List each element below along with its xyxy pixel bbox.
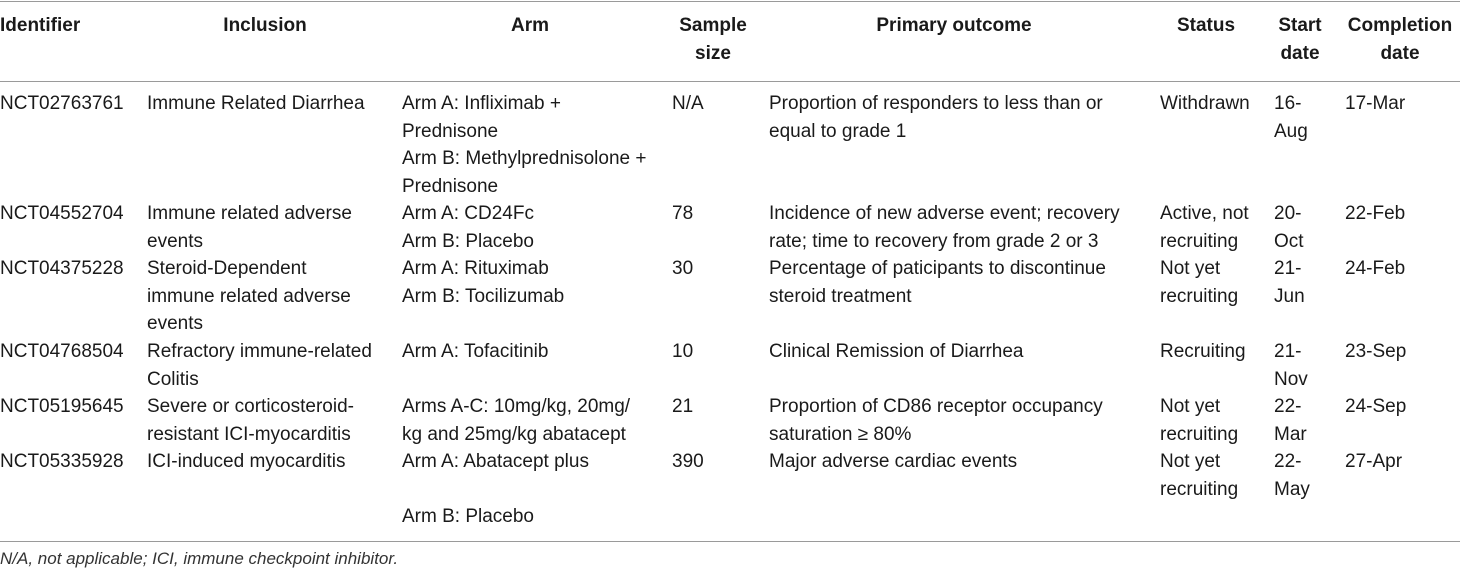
cell-inclusion	[147, 448, 346, 476]
table-top-rule	[0, 1, 1460, 2]
cell-status	[1160, 90, 1250, 118]
cell-completion: 22-Feb	[1345, 203, 1406, 224]
cell-line: Arm B: Placebo	[402, 506, 534, 527]
cell-identifier: NCT05335928	[0, 451, 124, 472]
cell-line: 21-	[1274, 258, 1302, 279]
cell-start	[1274, 393, 1307, 448]
cell-identifier: NCT04552704	[0, 203, 124, 224]
cell-line: Arms A-C: 10mg/kg, 20mg/	[402, 396, 631, 417]
cell-line: Recruiting	[1160, 341, 1246, 362]
cell-inclusion	[147, 338, 372, 393]
cell-line: Arm B: Methylprednisolone +	[402, 148, 647, 169]
cell-line: resistant ICI-myocarditis	[147, 423, 351, 445]
cell-arm	[402, 255, 564, 310]
cell-start	[1274, 255, 1305, 310]
cell-sample-size: 21	[672, 396, 694, 417]
cell-line: events	[147, 230, 203, 252]
cell-line: Prednisone	[402, 120, 499, 142]
cell-completion: 24-Feb	[1345, 258, 1406, 279]
cell-line: recruiting	[1160, 230, 1239, 252]
cell-line: Incidence of new adverse event; recovery	[769, 203, 1120, 224]
cell-line: Arm A: Abatacept plus	[402, 451, 589, 472]
cell-line: steroid treatment	[769, 285, 912, 307]
cell-outcome	[769, 90, 1103, 145]
cell-outcome	[769, 338, 1023, 366]
cell-line: Arm B: Tocilizumab	[402, 285, 565, 307]
cell-line: Proportion of responders to less than or	[769, 93, 1103, 114]
header-rule	[0, 81, 1460, 82]
cell-status	[1160, 393, 1238, 448]
cell-line: Not yet	[1160, 451, 1221, 472]
cell-identifier: NCT02763761	[0, 93, 124, 114]
cell-line: Prednisone	[402, 175, 499, 197]
cell-line: ICI-induced myocarditis	[147, 451, 346, 472]
header-completion-date: Completion date	[1347, 15, 1453, 64]
header-inclusion: Inclusion	[223, 15, 307, 36]
cell-line: rate; time to recovery from grade 2 or 3	[769, 230, 1099, 252]
cell-arm	[402, 200, 534, 255]
cell-line: Not yet	[1160, 258, 1221, 279]
cell-line: Arm A: CD24Fc	[402, 203, 534, 224]
cell-completion: 24-Sep	[1345, 396, 1407, 417]
cell-line: recruiting	[1160, 285, 1239, 307]
cell-status	[1160, 255, 1238, 310]
cell-outcome	[769, 255, 1106, 310]
cell-line: events	[147, 313, 203, 334]
cell-arm	[402, 90, 646, 200]
cell-inclusion	[147, 393, 354, 448]
cell-line: Colitis	[147, 368, 199, 390]
cell-start	[1274, 90, 1308, 145]
cell-line: 22-	[1274, 451, 1302, 472]
cell-line: kg and 25mg/kg abatacept	[402, 423, 626, 445]
cell-line	[402, 476, 589, 504]
cell-line: Arm A: Rituximab	[402, 258, 549, 279]
cell-sample-size: 390	[672, 451, 704, 472]
cell-start	[1274, 448, 1310, 503]
cell-line: 20-	[1274, 203, 1302, 224]
cell-line: Oct	[1274, 230, 1304, 252]
cell-identifier: NCT04375228	[0, 258, 124, 279]
cell-line: Mar	[1274, 423, 1307, 445]
cell-line: Jun	[1274, 285, 1305, 307]
cell-completion: 17-Mar	[1345, 93, 1406, 114]
cell-line: Proportion of CD86 receptor occupancy	[769, 396, 1103, 417]
cell-line: May	[1274, 478, 1310, 500]
cell-identifier: NCT05195645	[0, 396, 124, 417]
cell-line: Arm A: Infliximab +	[402, 93, 561, 114]
cell-line: Arm B: Placebo	[402, 230, 534, 252]
cell-line: Not yet	[1160, 396, 1221, 417]
cell-line: 16-	[1274, 93, 1302, 114]
header-arm: Arm	[510, 15, 549, 36]
cell-arm	[402, 338, 548, 366]
cell-sample-size: N/A	[672, 93, 704, 114]
header-primary-outcome: Primary outcome	[876, 15, 1032, 36]
cell-line: recruiting	[1160, 423, 1239, 445]
cell-start	[1274, 200, 1304, 255]
header-identifier: Identifier	[0, 15, 81, 36]
cell-inclusion	[147, 200, 352, 255]
cell-line: Steroid-Dependent	[147, 258, 307, 279]
cell-line: Active, not	[1160, 203, 1249, 224]
cell-line: recruiting	[1160, 478, 1239, 500]
cell-status	[1160, 200, 1249, 255]
cell-line: saturation ≥ 80%	[769, 423, 912, 445]
cell-line: 22-	[1274, 396, 1302, 417]
cell-line: Arm A: Tofacitinib	[402, 341, 549, 362]
cell-line: 21-	[1274, 341, 1302, 362]
cell-start	[1274, 338, 1308, 393]
cell-identifier: NCT04768504	[0, 341, 124, 362]
cell-line: Aug	[1274, 120, 1308, 142]
cell-line: Nov	[1274, 368, 1308, 390]
cell-status	[1160, 448, 1238, 503]
cell-outcome	[769, 200, 1120, 255]
cell-inclusion	[147, 90, 365, 118]
cell-outcome	[769, 393, 1103, 448]
cell-line: Immune related adverse	[147, 203, 352, 224]
cell-sample-size: 30	[672, 258, 694, 279]
cell-completion: 27-Apr	[1345, 451, 1403, 472]
cell-line: Clinical Remission of Diarrhea	[769, 341, 1024, 362]
cell-line: Percentage of paticipants to discontinue	[769, 258, 1106, 279]
cell-line: immune related adverse	[147, 285, 351, 307]
cell-completion: 23-Sep	[1345, 341, 1407, 362]
header-sample-size: Sample size	[679, 15, 747, 64]
cell-sample-size: 78	[672, 203, 694, 224]
header-start-date: Start date	[1278, 15, 1322, 64]
cell-arm	[402, 448, 589, 531]
cell-outcome	[769, 448, 1017, 476]
cell-line: equal to grade 1	[769, 120, 907, 142]
cell-line: Refractory immune-related	[147, 341, 372, 362]
cell-sample-size: 10	[672, 341, 694, 362]
cell-inclusion	[147, 255, 351, 338]
cell-line: Major adverse cardiac events	[769, 451, 1018, 472]
cell-line: Severe or corticosteroid-	[147, 396, 354, 417]
header-status: Status	[1176, 15, 1236, 36]
table-footnote: N/A, not applicable; ICI, immune checkpoint inhibitor.	[0, 549, 399, 568]
cell-arm	[402, 393, 630, 448]
table-bottom-rule	[0, 541, 1460, 542]
cell-status	[1160, 338, 1246, 366]
cell-line: Immune Related Diarrhea	[147, 93, 365, 114]
cell-line: Withdrawn	[1160, 93, 1250, 114]
